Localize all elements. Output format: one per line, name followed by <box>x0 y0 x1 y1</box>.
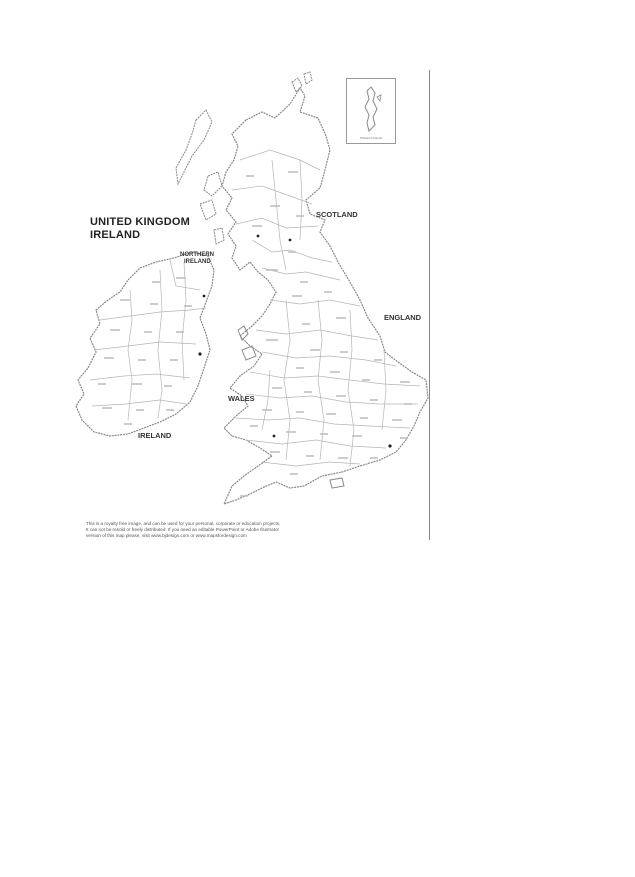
vertical-divider <box>429 70 430 540</box>
isle-of-wight-outline <box>330 478 344 488</box>
city-dot <box>388 444 391 447</box>
region-label-wales: WALES <box>228 394 255 403</box>
outer-hebrides-outline <box>176 110 212 184</box>
region-label-scotland: SCOTLAND <box>316 210 358 219</box>
footer-line: It can not be resold or freely distributed. If you need an editable PowerPoint or Adobe Illustrator <box>86 527 280 533</box>
region-label-northern-ireland-2: IRELAND <box>184 259 211 265</box>
region-label-england: ENGLAND <box>384 313 422 322</box>
footer-line: version of this map please, visit www.bjdesign.com or www.mapsfordesign.com <box>86 533 247 539</box>
city-dot <box>203 295 206 298</box>
region-label-northern-ireland-1: NORTHERN <box>180 252 214 258</box>
county-borders <box>90 150 420 466</box>
city-dot <box>198 352 201 355</box>
map-title-ireland: IRELAND <box>90 229 141 241</box>
footer-line: This is a royalty free image, and can be used for your personal, corporate or education projects. <box>86 521 281 526</box>
inset-caption: Shetland Islands <box>359 136 383 140</box>
inner-hebrides-outline <box>200 172 224 244</box>
shetland-inset <box>346 78 396 144</box>
region-label-ireland: IRELAND <box>138 431 172 440</box>
orkney-outline <box>292 72 312 92</box>
copyright-footer <box>86 521 422 540</box>
map-title-uk: UNITED KINGDOM <box>90 216 190 228</box>
shetland-outline <box>347 79 395 143</box>
city-markers <box>198 235 391 448</box>
city-dot <box>289 239 292 242</box>
city-dot <box>257 235 260 238</box>
city-dot <box>273 435 276 438</box>
